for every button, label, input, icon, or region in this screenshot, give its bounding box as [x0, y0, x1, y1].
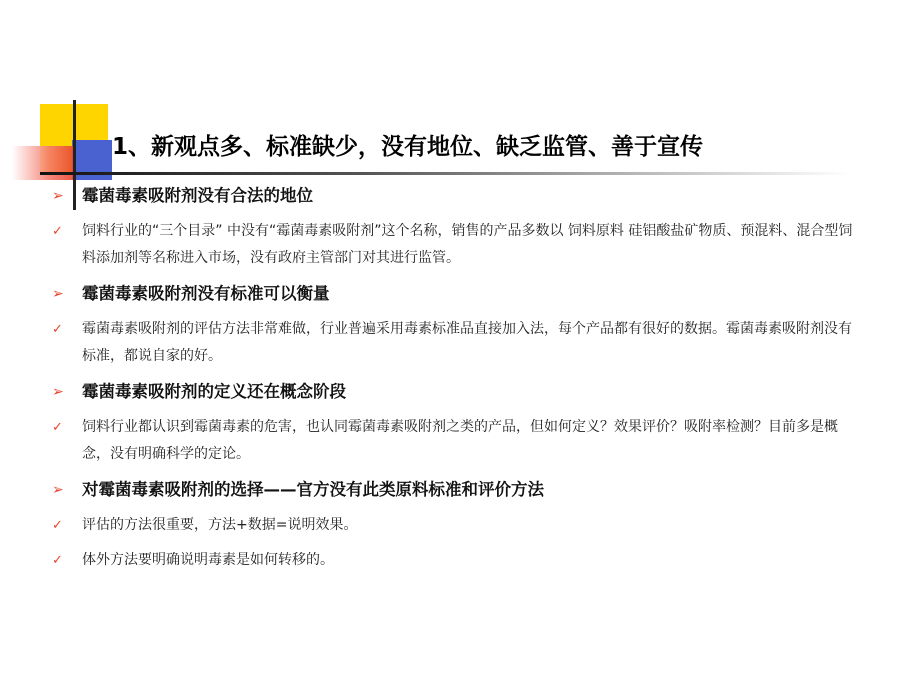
- section-heading: [52, 476, 862, 504]
- section-no-standard: [52, 280, 862, 370]
- section-heading-text: 对霉菌毒素吸附剂的选择——官方没有此类原料标准和评价方法: [82, 480, 544, 499]
- list-item: [52, 316, 862, 370]
- list-item: [52, 512, 862, 539]
- checkmark-icon: ✓: [52, 420, 63, 435]
- section-heading: [52, 280, 862, 308]
- arrow-bullet-icon: ➢: [52, 188, 64, 204]
- section-legal-status: [52, 182, 862, 272]
- slide-title: 1、新观点多、标准缺少，没有地位、缺乏监管、善于宣传: [112, 134, 704, 160]
- slide-content: [52, 180, 862, 582]
- list-item-text: 体外方法要明确说明毒素是如何转移的。: [82, 552, 334, 568]
- section-heading-text: 霉菌毒素吸附剂没有标准可以衡量: [82, 284, 330, 303]
- section-heading-text: 霉菌毒素吸附剂没有合法的地位: [82, 186, 313, 205]
- section-definition: [52, 378, 862, 468]
- list-item: [52, 414, 862, 468]
- list-item-text: 霉菌毒素吸附剂的评估方法非常难做，行业普遍采用毒素标准品直接加入法，每个产品都有很好的数据。霉菌毒素吸附剂没有标准，都说自家的好。: [82, 321, 852, 364]
- arrow-bullet-icon: ➢: [52, 482, 64, 498]
- list-item-text: 评估的方法很重要，方法+数据=说明效果。: [82, 517, 358, 533]
- checkmark-icon: ✓: [52, 224, 63, 239]
- title-underline: [40, 172, 850, 175]
- checkmark-icon: ✓: [52, 518, 63, 533]
- arrow-bullet-icon: ➢: [52, 286, 64, 302]
- list-item: [52, 218, 862, 272]
- list-item-text: 饲料行业的“三个目录” 中没有“霉菌毒素吸附剂”这个名称，销售的产品多数以 饲料原料 硅铝酸盐矿物质、预混料、混合型饲料添加剂等名称进入市场，没有政府主管部门对其进行监管。: [82, 223, 853, 266]
- arrow-bullet-icon: ➢: [52, 384, 64, 400]
- section-heading: [52, 182, 862, 210]
- list-item-text: 饲料行业都认识到霉菌毒素的危害，也认同霉菌毒素吸附剂之类的产品，但如何定义？效果评价？吸附率检测？目前多是概念，没有明确科学的定论。: [82, 419, 838, 462]
- section-heading: [52, 378, 862, 406]
- section-selection: [52, 476, 862, 574]
- checkmark-icon: ✓: [52, 553, 63, 568]
- checkmark-icon: ✓: [52, 322, 63, 337]
- section-heading-text: 霉菌毒素吸附剂的定义还在概念阶段: [82, 382, 346, 401]
- list-item: [52, 547, 862, 574]
